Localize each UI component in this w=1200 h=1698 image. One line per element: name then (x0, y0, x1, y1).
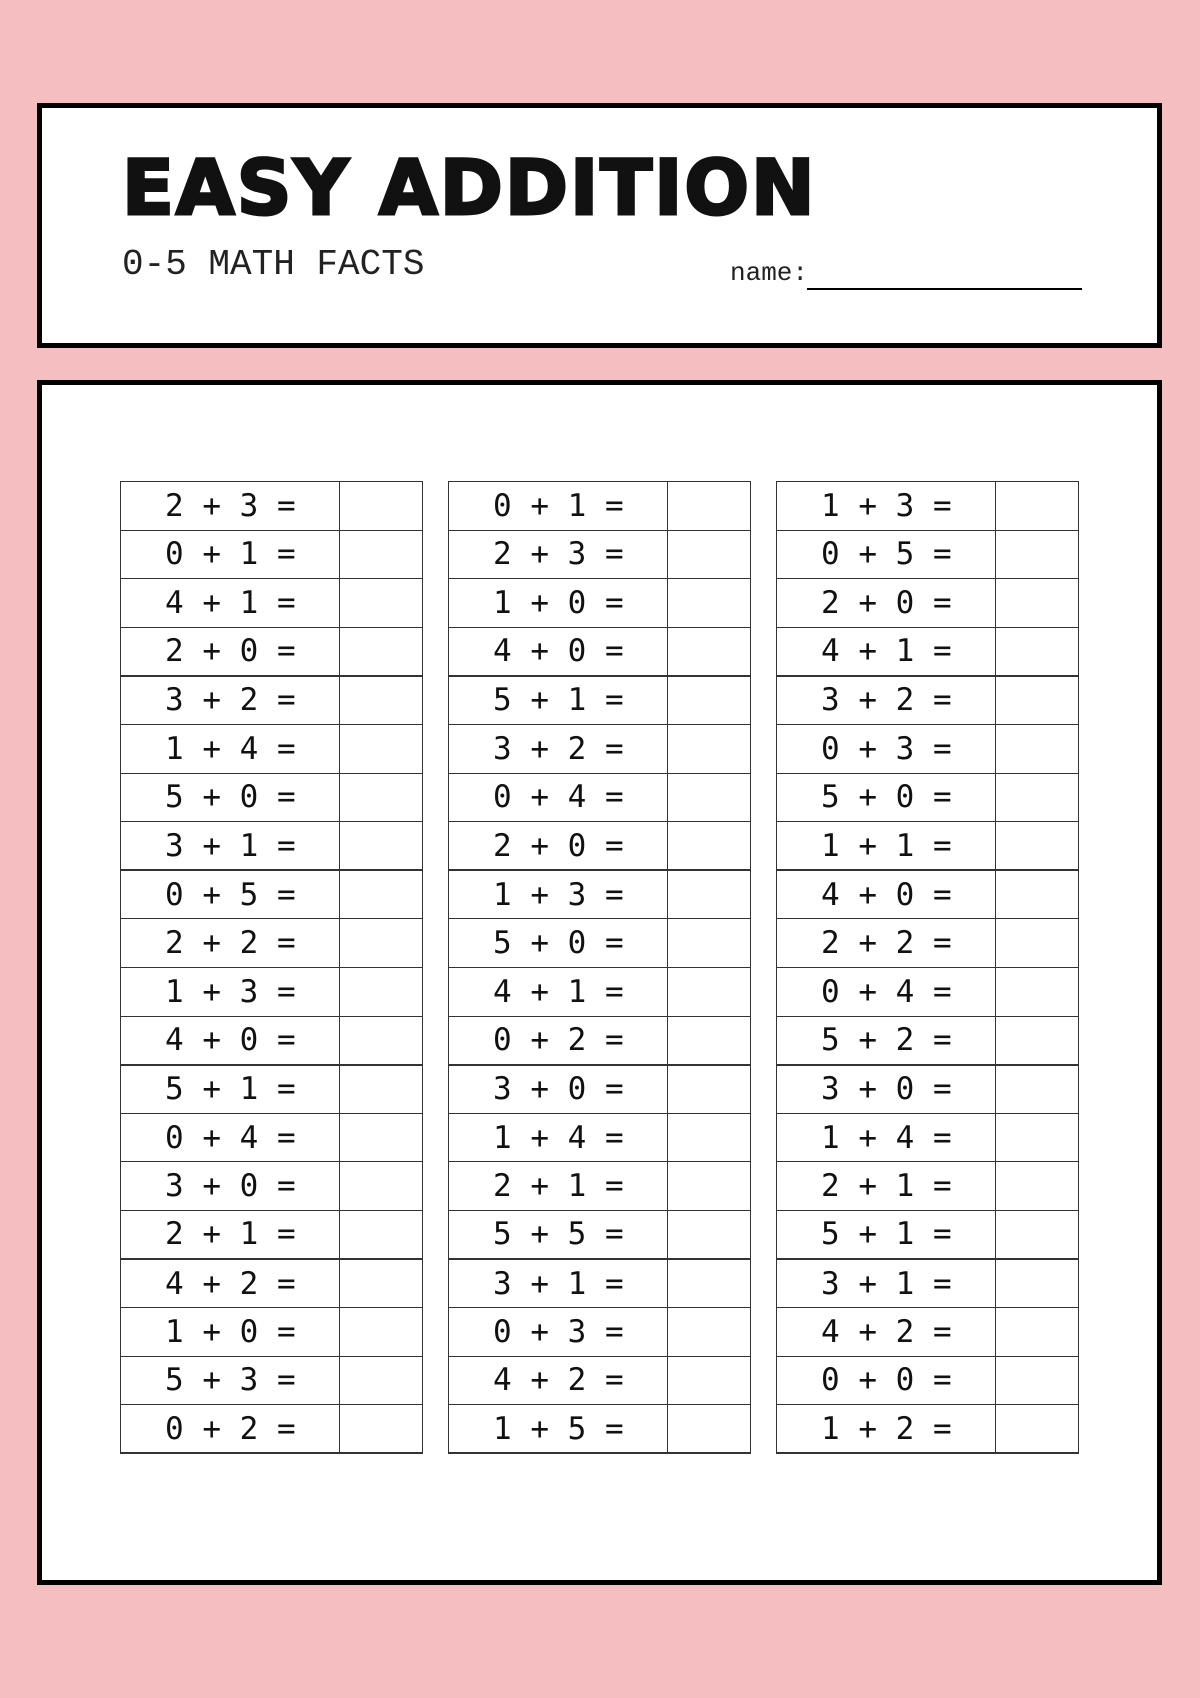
problem-row (121, 1259, 423, 1308)
problem-expression: 2 + 3 = (121, 482, 340, 531)
answer-box[interactable] (339, 1259, 422, 1308)
problem-expression: 0 + 3 = (777, 724, 996, 773)
problem-expression: 1 + 4 = (777, 1113, 996, 1162)
problem-row (777, 1016, 1079, 1065)
problem-expression: 0 + 5 = (777, 530, 996, 579)
answer-box[interactable] (339, 1016, 422, 1065)
problem-expression: 3 + 0 = (777, 1065, 996, 1114)
problem-row (121, 1113, 423, 1162)
problem-expression: 5 + 1 = (121, 1065, 340, 1114)
answer-box[interactable] (339, 773, 422, 822)
problem-row (121, 724, 423, 773)
name-input-line[interactable] (807, 288, 1082, 290)
answer-box[interactable] (339, 967, 422, 1016)
answer-box[interactable] (667, 482, 750, 531)
answer-box[interactable] (339, 530, 422, 579)
answer-box[interactable] (995, 1210, 1078, 1259)
problem-expression: 0 + 3 = (449, 1308, 668, 1357)
problem-row (777, 1210, 1079, 1259)
problem-row (121, 1210, 423, 1259)
problem-row (449, 870, 751, 919)
answer-box[interactable] (995, 967, 1078, 1016)
problem-expression: 4 + 0 = (777, 870, 996, 919)
problem-row (121, 773, 423, 822)
problem-expression: 2 + 1 = (449, 1162, 668, 1211)
problem-expression: 5 + 0 = (777, 773, 996, 822)
problem-row (449, 627, 751, 676)
answer-box[interactable] (995, 822, 1078, 871)
problem-row (449, 1210, 751, 1259)
answer-box[interactable] (339, 1065, 422, 1114)
answer-box[interactable] (667, 724, 750, 773)
problem-row (449, 967, 751, 1016)
problem-expression: 4 + 2 = (449, 1356, 668, 1405)
problem-expression: 1 + 3 = (449, 870, 668, 919)
problem-row (777, 1405, 1079, 1454)
answer-box[interactable] (339, 919, 422, 968)
problem-expression: 1 + 3 = (777, 482, 996, 531)
problem-row (449, 773, 751, 822)
problem-row (121, 1405, 423, 1454)
problem-expression: 5 + 5 = (449, 1210, 668, 1259)
problem-row (121, 482, 423, 531)
problem-row (777, 530, 1079, 579)
problem-row (449, 1065, 751, 1114)
problem-expression: 3 + 1 = (449, 1259, 668, 1308)
answer-box[interactable] (995, 1259, 1078, 1308)
answer-box[interactable] (667, 822, 750, 871)
problem-expression: 2 + 0 = (121, 627, 340, 676)
answer-box[interactable] (995, 530, 1078, 579)
problem-row (777, 822, 1079, 871)
problem-expression: 3 + 0 = (449, 1065, 668, 1114)
problem-row (449, 1308, 751, 1357)
problem-row (777, 724, 1079, 773)
problem-expression: 1 + 1 = (777, 822, 996, 871)
problem-row (449, 1259, 751, 1308)
problem-expression: 1 + 4 = (449, 1113, 668, 1162)
problem-expression: 3 + 1 = (121, 822, 340, 871)
answer-box[interactable] (339, 482, 422, 531)
problem-expression: 3 + 2 = (777, 676, 996, 725)
answer-box[interactable] (667, 870, 750, 919)
problem-expression: 0 + 1 = (121, 530, 340, 579)
problem-row (121, 822, 423, 871)
problem-row (449, 1016, 751, 1065)
problem-expression: 5 + 1 = (777, 1210, 996, 1259)
problem-row (121, 1356, 423, 1405)
problem-expression: 0 + 0 = (777, 1356, 996, 1405)
problem-expression: 2 + 0 = (449, 822, 668, 871)
problem-row (121, 530, 423, 579)
answer-box[interactable] (667, 579, 750, 628)
problem-expression: 1 + 0 = (121, 1308, 340, 1357)
header-box (37, 103, 1162, 348)
problem-expression: 4 + 2 = (121, 1259, 340, 1308)
problem-row (777, 1162, 1079, 1211)
answer-box[interactable] (667, 1405, 750, 1454)
answer-box[interactable] (667, 919, 750, 968)
problem-expression: 2 + 1 = (121, 1210, 340, 1259)
answer-box[interactable] (339, 870, 422, 919)
answer-box[interactable] (339, 676, 422, 725)
answer-box[interactable] (995, 773, 1078, 822)
problem-row (449, 482, 751, 531)
problem-row (449, 1356, 751, 1405)
problem-expression: 3 + 1 = (777, 1259, 996, 1308)
answer-box[interactable] (667, 1065, 750, 1114)
answer-box[interactable] (667, 1308, 750, 1357)
problem-row (777, 870, 1079, 919)
problem-expression: 1 + 2 = (777, 1405, 996, 1454)
problem-column-3 (776, 481, 1079, 1454)
problem-expression: 2 + 2 = (777, 919, 996, 968)
answer-box[interactable] (667, 1113, 750, 1162)
problem-row (449, 530, 751, 579)
answer-box[interactable] (339, 1113, 422, 1162)
problem-row (121, 676, 423, 725)
problem-expression: 0 + 4 = (449, 773, 668, 822)
problem-expression: 1 + 0 = (449, 579, 668, 628)
problem-column-1 (120, 481, 423, 1454)
problem-expression: 2 + 2 = (121, 919, 340, 968)
answer-box[interactable] (667, 627, 750, 676)
answer-box[interactable] (339, 627, 422, 676)
problem-row (121, 870, 423, 919)
problem-row (777, 967, 1079, 1016)
name-label: name: (730, 258, 809, 288)
problem-expression: 2 + 3 = (449, 530, 668, 579)
answer-box[interactable] (995, 724, 1078, 773)
problem-row (121, 1016, 423, 1065)
answer-box[interactable] (667, 1356, 750, 1405)
problem-row (449, 724, 751, 773)
problem-row (777, 1065, 1079, 1114)
problem-expression: 4 + 2 = (777, 1308, 996, 1357)
problem-row (449, 1162, 751, 1211)
problem-row (121, 579, 423, 628)
answer-box[interactable] (995, 1405, 1078, 1454)
problem-row (449, 822, 751, 871)
problem-expression: 5 + 2 = (777, 1016, 996, 1065)
page-subtitle: 0-5 MATH FACTS (122, 244, 425, 285)
problem-row (121, 1065, 423, 1114)
problem-row (121, 919, 423, 968)
problem-row (777, 919, 1079, 968)
problem-row (121, 967, 423, 1016)
problem-row (777, 1113, 1079, 1162)
problem-expression: 2 + 1 = (777, 1162, 996, 1211)
page-title: EASY ADDITION (122, 143, 817, 232)
problem-expression: 3 + 0 = (121, 1162, 340, 1211)
answer-box[interactable] (339, 579, 422, 628)
answer-box[interactable] (667, 1016, 750, 1065)
problem-expression: 4 + 1 = (449, 967, 668, 1016)
answer-box[interactable] (995, 579, 1078, 628)
answer-box[interactable] (339, 1405, 422, 1454)
problem-row (777, 1308, 1079, 1357)
problem-expression: 1 + 3 = (121, 967, 340, 1016)
problem-row (121, 627, 423, 676)
problem-expression: 0 + 5 = (121, 870, 340, 919)
problem-expression: 5 + 0 = (121, 773, 340, 822)
problem-row (777, 627, 1079, 676)
problem-expression: 3 + 2 = (449, 724, 668, 773)
problem-expression: 0 + 2 = (449, 1016, 668, 1065)
problem-row (777, 482, 1079, 531)
problem-expression: 0 + 1 = (449, 482, 668, 531)
answer-box[interactable] (995, 1016, 1078, 1065)
problem-expression: 0 + 4 = (121, 1113, 340, 1162)
answer-box[interactable] (339, 1356, 422, 1405)
problem-column-2 (448, 481, 751, 1454)
problem-expression: 3 + 2 = (121, 676, 340, 725)
problem-expression: 4 + 0 = (121, 1016, 340, 1065)
answer-box[interactable] (667, 1259, 750, 1308)
problem-expression: 0 + 2 = (121, 1405, 340, 1454)
answer-box[interactable] (995, 1113, 1078, 1162)
problem-row (449, 919, 751, 968)
answer-box[interactable] (667, 676, 750, 725)
answer-box[interactable] (339, 1210, 422, 1259)
problem-expression: 4 + 1 = (777, 627, 996, 676)
problem-row (449, 1405, 751, 1454)
problem-row (777, 1356, 1079, 1405)
answer-box[interactable] (339, 724, 422, 773)
answer-box[interactable] (995, 1356, 1078, 1405)
problem-expression: 4 + 0 = (449, 627, 668, 676)
problem-row (777, 1259, 1079, 1308)
problem-row (449, 1113, 751, 1162)
answer-box[interactable] (995, 1162, 1078, 1211)
answer-box[interactable] (995, 919, 1078, 968)
problem-row (777, 773, 1079, 822)
answer-box[interactable] (995, 627, 1078, 676)
answer-box[interactable] (995, 1065, 1078, 1114)
answer-box[interactable] (995, 482, 1078, 531)
answer-box[interactable] (667, 1210, 750, 1259)
worksheet-area (37, 380, 1162, 1585)
problem-row (449, 579, 751, 628)
answer-box[interactable] (339, 1162, 422, 1211)
problem-row (777, 579, 1079, 628)
problem-expression: 4 + 1 = (121, 579, 340, 628)
problem-row (449, 676, 751, 725)
answer-box[interactable] (667, 967, 750, 1016)
problem-expression: 2 + 0 = (777, 579, 996, 628)
answer-box[interactable] (995, 676, 1078, 725)
problem-expression: 0 + 4 = (777, 967, 996, 1016)
problem-row (121, 1308, 423, 1357)
problem-row (121, 1162, 423, 1211)
answer-box[interactable] (339, 822, 422, 871)
answer-box[interactable] (667, 1162, 750, 1211)
answer-box[interactable] (339, 1308, 422, 1357)
problem-expression: 5 + 3 = (121, 1356, 340, 1405)
answer-box[interactable] (667, 773, 750, 822)
answer-box[interactable] (995, 1308, 1078, 1357)
problem-expression: 5 + 0 = (449, 919, 668, 968)
answer-box[interactable] (667, 530, 750, 579)
answer-box[interactable] (995, 870, 1078, 919)
problem-row (777, 676, 1079, 725)
problem-expression: 5 + 1 = (449, 676, 668, 725)
problem-expression: 1 + 4 = (121, 724, 340, 773)
problem-expression: 1 + 5 = (449, 1405, 668, 1454)
